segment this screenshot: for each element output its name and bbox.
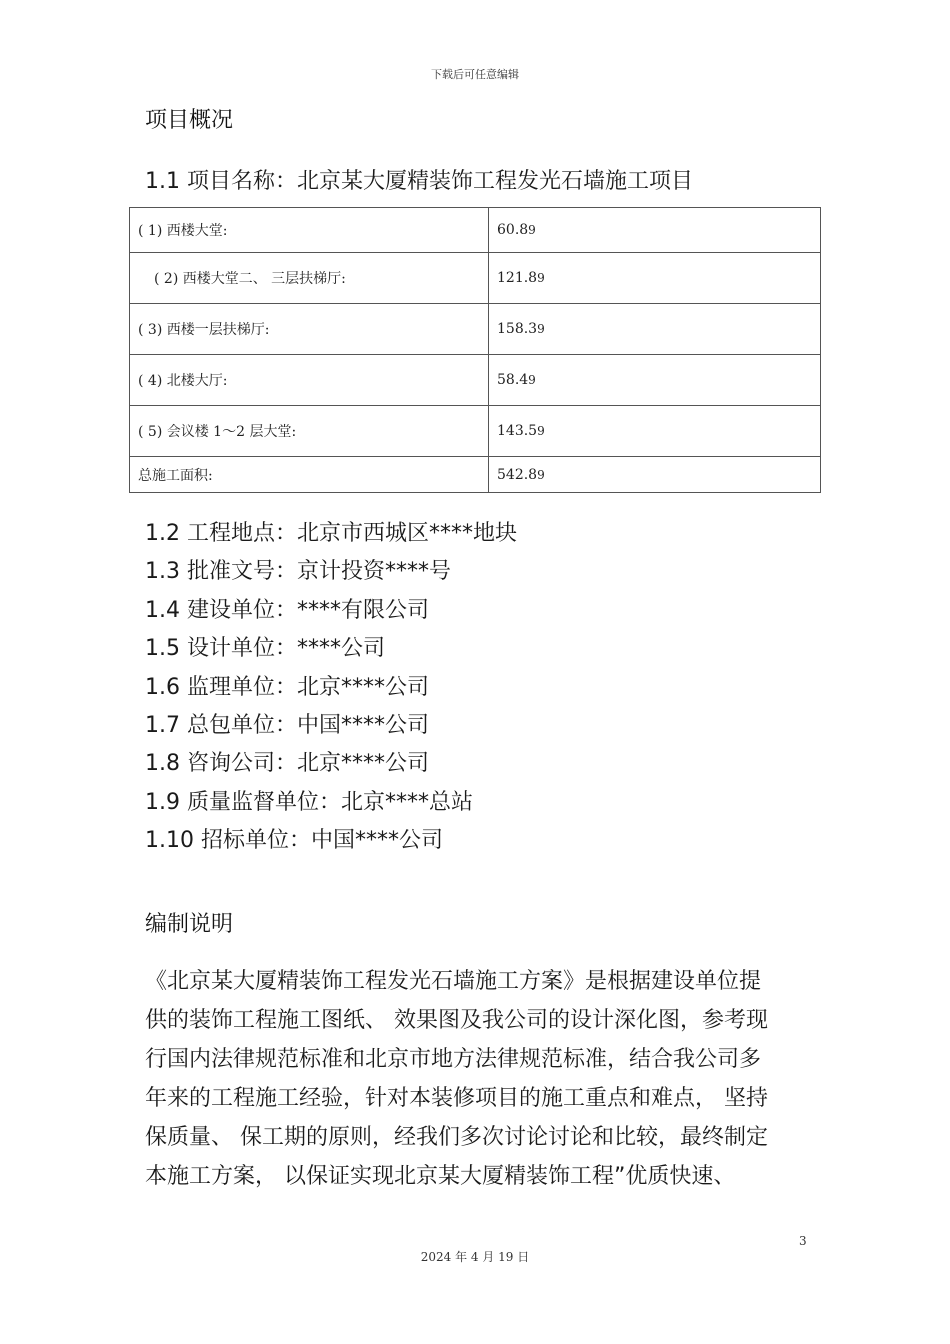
table-row — [130, 406, 821, 457]
table-row — [130, 304, 821, 355]
item-tendering-unit: 1.10 招标单位：中国****公司 — [145, 828, 443, 853]
table-cell-label: ( 2) 西楼大堂二、 三层扶梯厅: — [130, 253, 489, 304]
paragraph-line: 供的装饰工程施工图纸、 效果图及我公司的设计深化图，参考现 — [145, 1008, 768, 1033]
table-cell-value: 143.59 — [489, 406, 821, 457]
table-row — [130, 355, 821, 406]
item-location: 1.2 工程地点：北京市西城区****地块 — [145, 521, 517, 546]
table-cell-value: 58.49 — [489, 355, 821, 406]
area-table — [129, 207, 821, 493]
table-cell-label: ( 4) 北楼大厅: — [130, 355, 489, 406]
section-title-notes: 编制说明 — [145, 912, 234, 937]
item-approval-number: 1.3 批准文号：京计投资****号 — [145, 559, 451, 584]
table-row — [130, 253, 821, 304]
section-title-overview: 项目概况 — [145, 108, 234, 133]
item-general-contractor: 1.7 总包单位：中国****公司 — [145, 713, 429, 738]
table-cell-value: 60.89 — [489, 208, 821, 253]
paragraph-line: 年来的工程施工经验，针对本装修项目的施工重点和难点， 坚持 — [145, 1086, 768, 1111]
item-consultant: 1.8 咨询公司：北京****公司 — [145, 751, 429, 776]
item-supervisor: 1.6 监理单位：北京****公司 — [145, 675, 429, 700]
table-row — [130, 208, 821, 253]
table-cell-label: 总施工面积: — [130, 457, 489, 493]
item-owner: 1.4 建设单位：****有限公司 — [145, 598, 429, 623]
item-project-name: 1.1 项目名称：北京某大厦精装饰工程发光石墙施工项目 — [145, 169, 693, 194]
paragraph-line: 本施工方案， 以保证实现北京某大厦精装饰工程”优质快速、 — [145, 1164, 736, 1189]
table-cell-label: ( 1) 西楼大堂: — [130, 208, 489, 253]
table-cell-value: 158.39 — [489, 304, 821, 355]
table-row-total — [130, 457, 821, 493]
table-cell-label: ( 3) 西楼一层扶梯厅: — [130, 304, 489, 355]
page-number: 3 — [799, 1234, 807, 1248]
item-quality-supervision: 1.9 质量监督单位：北京****总站 — [145, 790, 473, 815]
item-designer: 1.5 设计单位：****公司 — [145, 636, 385, 661]
notes-paragraph — [145, 962, 810, 1196]
page-header: 下载后可任意编辑 — [431, 68, 519, 81]
table-cell-value: 542.89 — [489, 457, 821, 493]
table-cell-value: 121.89 — [489, 253, 821, 304]
paragraph-line: 《北京某大厦精装饰工程发光石墙施工方案》是根据建设单位提 — [145, 969, 762, 994]
paragraph-line: 行国内法律规范标准和北京市地方法律规范标准，结合我公司多 — [145, 1047, 762, 1072]
page-footer-date: 2024 年 4 月 19 日 — [420, 1250, 530, 1264]
table-cell-label: ( 5) 会议楼 1～2 层大堂: — [130, 406, 489, 457]
paragraph-line: 保质量、 保工期的原则，经我们多次讨论讨论和比较，最终制定 — [145, 1125, 768, 1150]
